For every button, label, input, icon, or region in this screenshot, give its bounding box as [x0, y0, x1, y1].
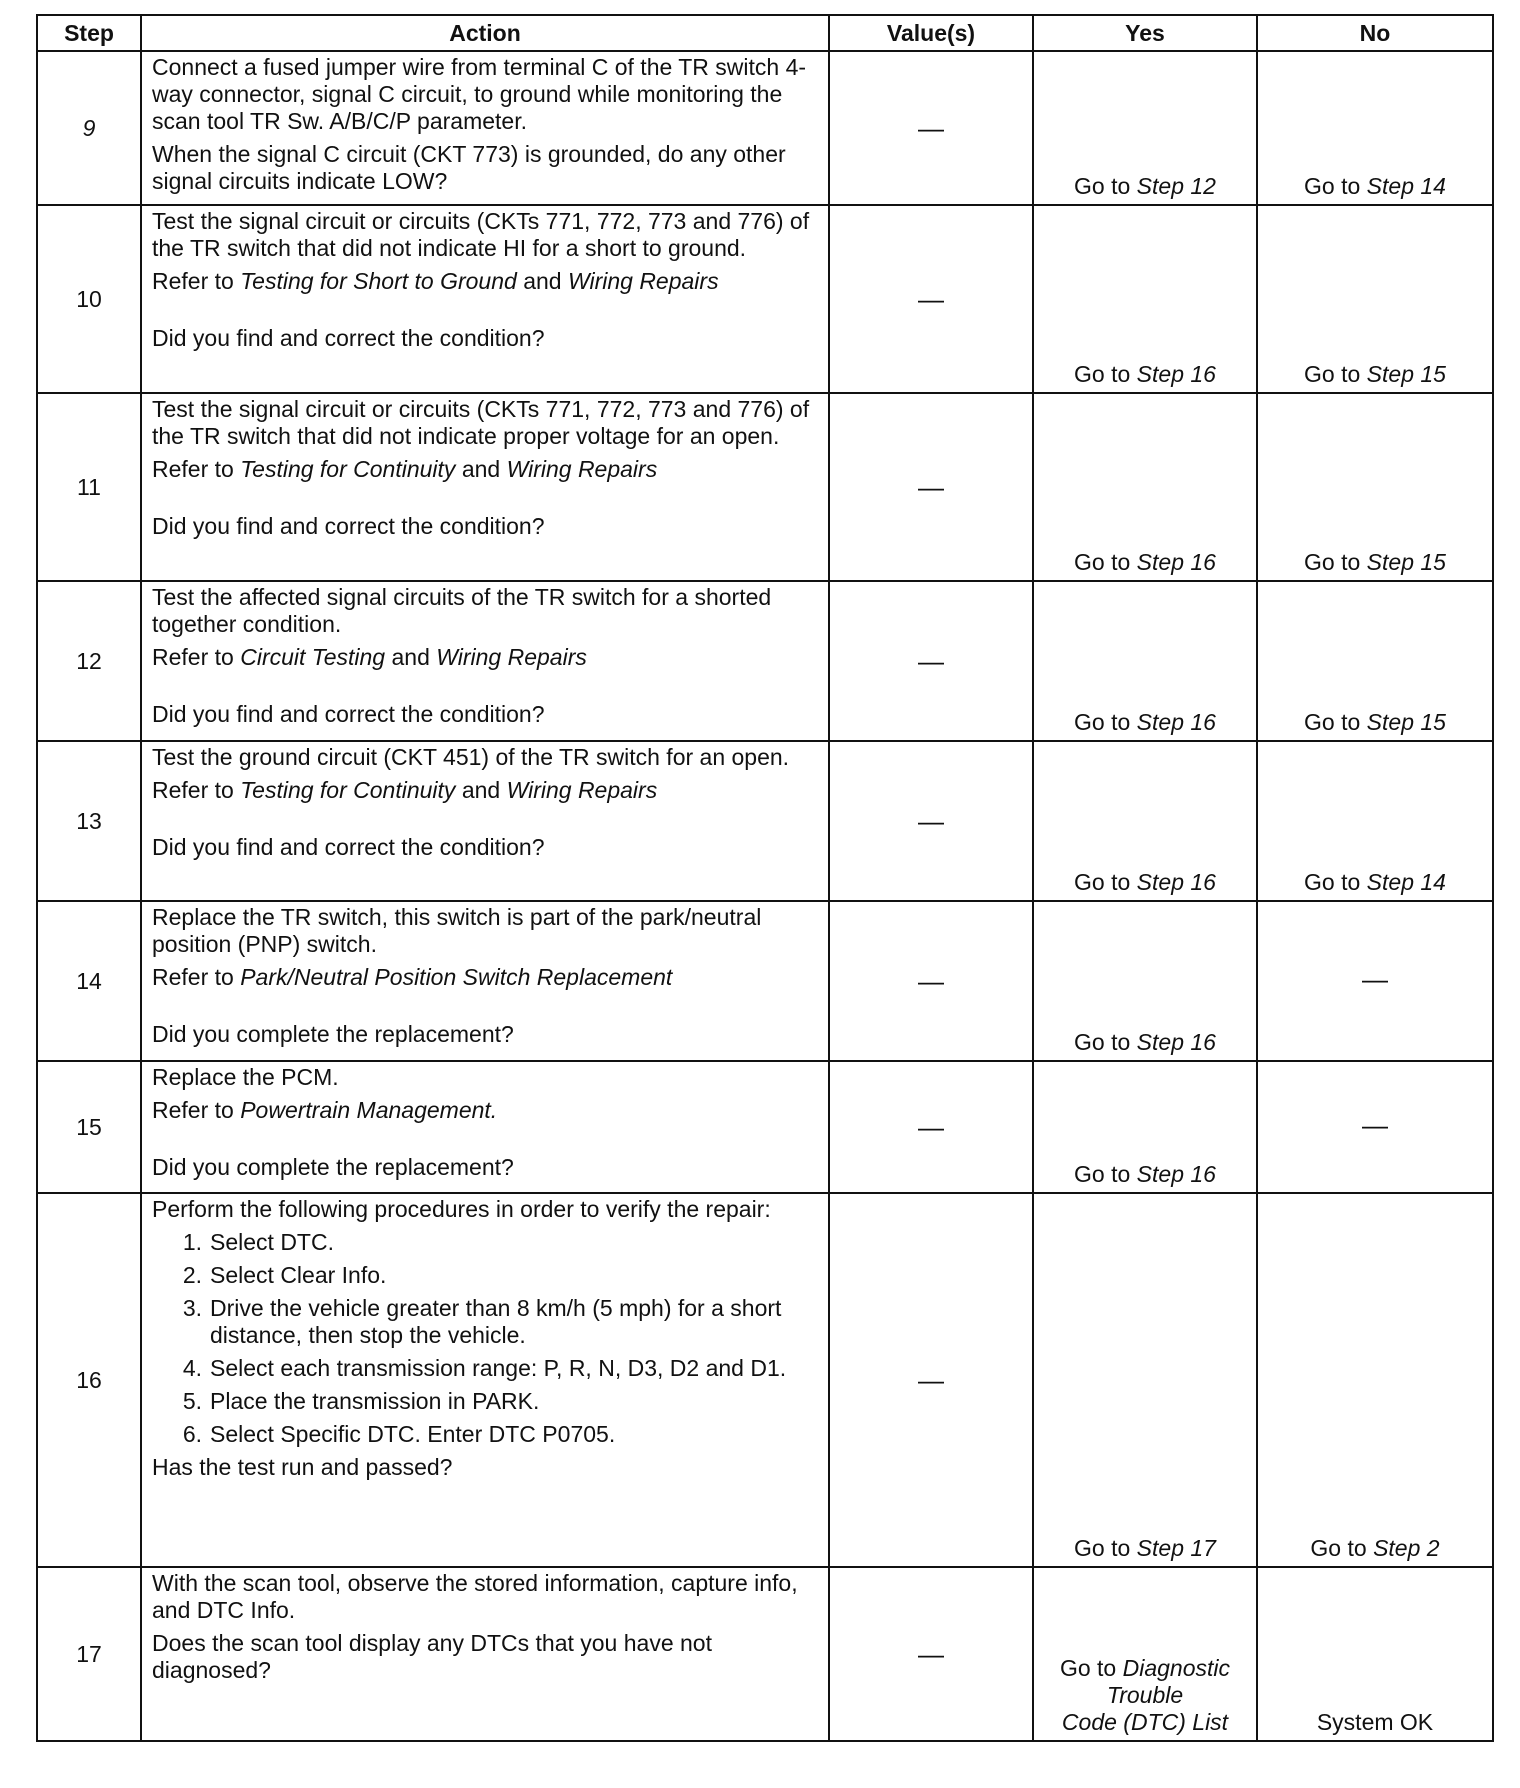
go-to-label: Go to [1304, 709, 1361, 735]
step-label: Step [1366, 869, 1414, 895]
reference-link[interactable]: Park/Neutral Position Switch Replacement [240, 964, 673, 990]
reference-link[interactable]: Circuit Testing [240, 644, 386, 670]
refer-to-label: Refer to [152, 1097, 234, 1123]
list-item [152, 1229, 820, 1256]
step-label: Step [1136, 1029, 1184, 1055]
yes-step-link[interactable]: 16 [1190, 1161, 1216, 1187]
action-question: Did you find and correct the condition? [152, 834, 545, 860]
action-cell [141, 51, 829, 205]
diagnostic-table [36, 14, 1494, 1742]
action-text: Test the ground circuit (CKT 451) of the TR switch for an open. [152, 744, 790, 770]
no-step-link[interactable]: 15 [1420, 361, 1446, 387]
no-step-link[interactable]: 15 [1420, 709, 1446, 735]
table-row [37, 581, 1493, 741]
step-label: Step [1136, 869, 1184, 895]
action-question: Has the test run and passed? [152, 1454, 453, 1480]
yes-step-link[interactable]: 17 [1190, 1535, 1216, 1561]
step-label: Step [1366, 173, 1414, 199]
no-step-link[interactable]: 2 [1426, 1535, 1440, 1561]
action-reference [152, 1097, 820, 1124]
step-label: Step [1136, 1161, 1184, 1187]
no-cell: — [1257, 1061, 1493, 1193]
action-question: Did you find and correct the condition? [152, 701, 545, 727]
item-text: Select Specific DTC. Enter DTC P0705. [210, 1421, 616, 1447]
table-row [37, 51, 1493, 205]
item-text: Select each transmission range: P, R, N, D3, D2 and D1. [210, 1355, 787, 1381]
list-item [152, 1355, 820, 1382]
no-cell [1257, 741, 1493, 901]
action-question: Did you complete the replacement? [152, 1021, 514, 1047]
table-row [37, 741, 1493, 901]
header-row [37, 15, 1493, 51]
yes-cell [1033, 901, 1257, 1061]
go-to-label: Go to [1304, 869, 1361, 895]
value-cell: — [829, 205, 1033, 393]
action-reference [152, 268, 820, 295]
step-label: Step [1136, 549, 1184, 575]
no-step-link[interactable]: 14 [1420, 869, 1446, 895]
yes-cell [1033, 741, 1257, 901]
action-reference [152, 964, 820, 991]
value-cell: — [829, 581, 1033, 741]
step-label: Step [1136, 173, 1184, 199]
table-row [37, 1193, 1493, 1567]
reference-link[interactable]: Powertrain Management. [240, 1097, 498, 1123]
action-text: Connect a fused jumper wire from terminal C of the TR switch 4-way connector, signal C circuit, to ground while monitoring the scan tool TR Sw. A/B/C/P parameter. [152, 54, 807, 134]
refer-to-label: Refer to [152, 777, 234, 803]
step-number: 15 [37, 1061, 141, 1193]
header-values: Value(s) [829, 15, 1033, 51]
reference-link[interactable]: Wiring Repairs [567, 268, 719, 294]
go-to-label: Go to [1310, 1535, 1367, 1561]
value-cell: — [829, 901, 1033, 1061]
action-text: Test the signal circuit or circuits (CKTs 771, 772, 773 and 776) of the TR switch that did not indicate proper voltage for an open. [152, 396, 810, 449]
action-cell [141, 1061, 829, 1193]
action-cell [141, 741, 829, 901]
action-text: With the scan tool, observe the stored information, capture info, and DTC Info. [152, 1570, 798, 1623]
yes-step-link[interactable]: 12 [1190, 173, 1216, 199]
go-to-label: Go to [1059, 1655, 1117, 1681]
action-reference [152, 456, 820, 483]
no-cell [1257, 1193, 1493, 1567]
action-question: Did you find and correct the condition? [152, 325, 545, 351]
yes-step-link[interactable]: 16 [1190, 1029, 1216, 1055]
reference-link[interactable]: Wiring Repairs [436, 644, 587, 670]
step-label: Step [1373, 1535, 1421, 1561]
item-number: 2. [182, 1262, 202, 1288]
reference-link[interactable]: Testing for Short to Ground [240, 268, 517, 294]
item-number: 4. [182, 1355, 202, 1381]
action-cell [141, 581, 829, 741]
go-to-label: Go to [1304, 173, 1361, 199]
action-text: Test the signal circuit or circuits (CKTs 771, 772, 773 and 776) of the TR switch that did not indicate HI for a short to ground. [152, 208, 810, 261]
action-question: Did you complete the replacement? [152, 1154, 514, 1180]
go-to-label: Go to [1304, 361, 1361, 387]
procedure-list [152, 1229, 820, 1448]
yes-step-link[interactable]: 16 [1190, 361, 1216, 387]
list-item [152, 1388, 820, 1415]
value-cell: — [829, 393, 1033, 581]
refer-to-label: Refer to [152, 456, 234, 482]
no-step-link[interactable]: 15 [1420, 549, 1446, 575]
go-to-label: Go to [1074, 709, 1131, 735]
yes-cell [1033, 1567, 1257, 1741]
no-cell: — [1257, 901, 1493, 1061]
item-number: 1. [182, 1229, 202, 1255]
action-question: Does the scan tool display any DTCs that you have not diagnosed? [152, 1630, 712, 1683]
step-number: 10 [37, 205, 141, 393]
refer-to-label: Refer to [152, 268, 234, 294]
no-cell: System OK [1257, 1567, 1493, 1741]
no-cell [1257, 51, 1493, 205]
header-no: No [1257, 15, 1493, 51]
list-item [152, 1262, 820, 1289]
action-question: Did you find and correct the condition? [152, 513, 545, 539]
refer-to-label: Refer to [152, 964, 234, 990]
yes-cell [1033, 581, 1257, 741]
reference-link[interactable]: Testing for Continuity [240, 456, 456, 482]
and-label: and [461, 456, 501, 482]
dtc-list-link[interactable]: Code (DTC) List [1061, 1709, 1229, 1735]
action-cell [141, 393, 829, 581]
refer-to-label: Refer to [152, 644, 234, 670]
item-text: Select DTC. [210, 1229, 334, 1255]
dtc-list-link[interactable]: Trouble [1106, 1682, 1184, 1708]
reference-link[interactable]: Wiring Repairs [506, 456, 658, 482]
go-to-label: Go to [1074, 549, 1131, 575]
action-text: Replace the PCM. [152, 1064, 339, 1090]
item-number: 6. [182, 1421, 202, 1447]
yes-cell [1033, 51, 1257, 205]
step-number: 12 [37, 581, 141, 741]
item-text: Drive the vehicle greater than 8 km/h (5 mph) for a short distance, then stop the vehicle. [210, 1295, 782, 1348]
go-to-label: Go to [1074, 1161, 1131, 1187]
step-number: 9 [37, 51, 141, 205]
action-reference [152, 644, 820, 671]
no-cell [1257, 393, 1493, 581]
go-to-label: Go to [1074, 1535, 1131, 1561]
action-text: Replace the TR switch, this switch is part of the park/neutral position (PNP) switch. [152, 904, 762, 957]
item-number: 3. [182, 1295, 202, 1321]
and-label: and [461, 777, 501, 803]
reference-link[interactable]: Testing for Continuity [240, 777, 456, 803]
step-number: 16 [37, 1193, 141, 1567]
action-cell [141, 205, 829, 393]
action-cell [141, 901, 829, 1061]
header-step: Step [37, 15, 141, 51]
value-cell: — [829, 1193, 1033, 1567]
and-label: and [391, 644, 430, 670]
step-number: 13 [37, 741, 141, 901]
action-text: Perform the following procedures in order to verify the repair: [152, 1196, 771, 1222]
list-item [152, 1421, 820, 1448]
reference-link[interactable]: Wiring Repairs [506, 777, 658, 803]
yes-step-link[interactable]: 16 [1190, 869, 1216, 895]
yes-step-link[interactable]: 16 [1190, 709, 1216, 735]
action-text: Test the affected signal circuits of the TR switch for a shorted together condition. [152, 584, 772, 637]
table-row [37, 901, 1493, 1061]
go-to-label: Go to [1074, 869, 1131, 895]
table-row [37, 1061, 1493, 1193]
item-number: 5. [182, 1388, 202, 1414]
yes-cell [1033, 1061, 1257, 1193]
step-label: Step [1366, 361, 1414, 387]
action-cell [141, 1567, 829, 1741]
value-cell: — [829, 1567, 1033, 1741]
value-cell: — [829, 741, 1033, 901]
dtc-list-link[interactable]: Diagnostic [1122, 1655, 1231, 1681]
yes-cell [1033, 393, 1257, 581]
yes-step-link[interactable]: 16 [1190, 549, 1216, 575]
step-number: 11 [37, 393, 141, 581]
table-row [37, 205, 1493, 393]
no-cell [1257, 205, 1493, 393]
value-cell: — [829, 1061, 1033, 1193]
no-step-link[interactable]: 14 [1420, 173, 1446, 199]
header-yes: Yes [1033, 15, 1257, 51]
table-row [37, 393, 1493, 581]
step-label: Step [1136, 361, 1184, 387]
action-reference [152, 777, 820, 804]
value-cell: — [829, 51, 1033, 205]
and-label: and [523, 268, 562, 294]
step-label: Step [1366, 709, 1414, 735]
action-cell [141, 1193, 829, 1567]
go-to-label: Go to [1304, 549, 1361, 575]
go-to-label: Go to [1074, 361, 1131, 387]
step-label: Step [1136, 1535, 1184, 1561]
step-number: 14 [37, 901, 141, 1061]
yes-cell [1033, 205, 1257, 393]
action-question: When the signal C circuit (CKT 773) is grounded, do any other signal circuits indicate LOW? [152, 141, 786, 194]
item-text: Select Clear Info. [210, 1262, 387, 1288]
no-cell [1257, 581, 1493, 741]
go-to-label: Go to [1074, 173, 1131, 199]
yes-cell [1033, 1193, 1257, 1567]
step-number: 17 [37, 1567, 141, 1741]
header-action: Action [141, 15, 829, 51]
step-label: Step [1366, 549, 1414, 575]
table-row [37, 1567, 1493, 1741]
list-item [152, 1295, 820, 1349]
go-to-label: Go to [1074, 1029, 1131, 1055]
step-label: Step [1136, 709, 1184, 735]
item-text: Place the transmission in PARK. [210, 1388, 540, 1414]
